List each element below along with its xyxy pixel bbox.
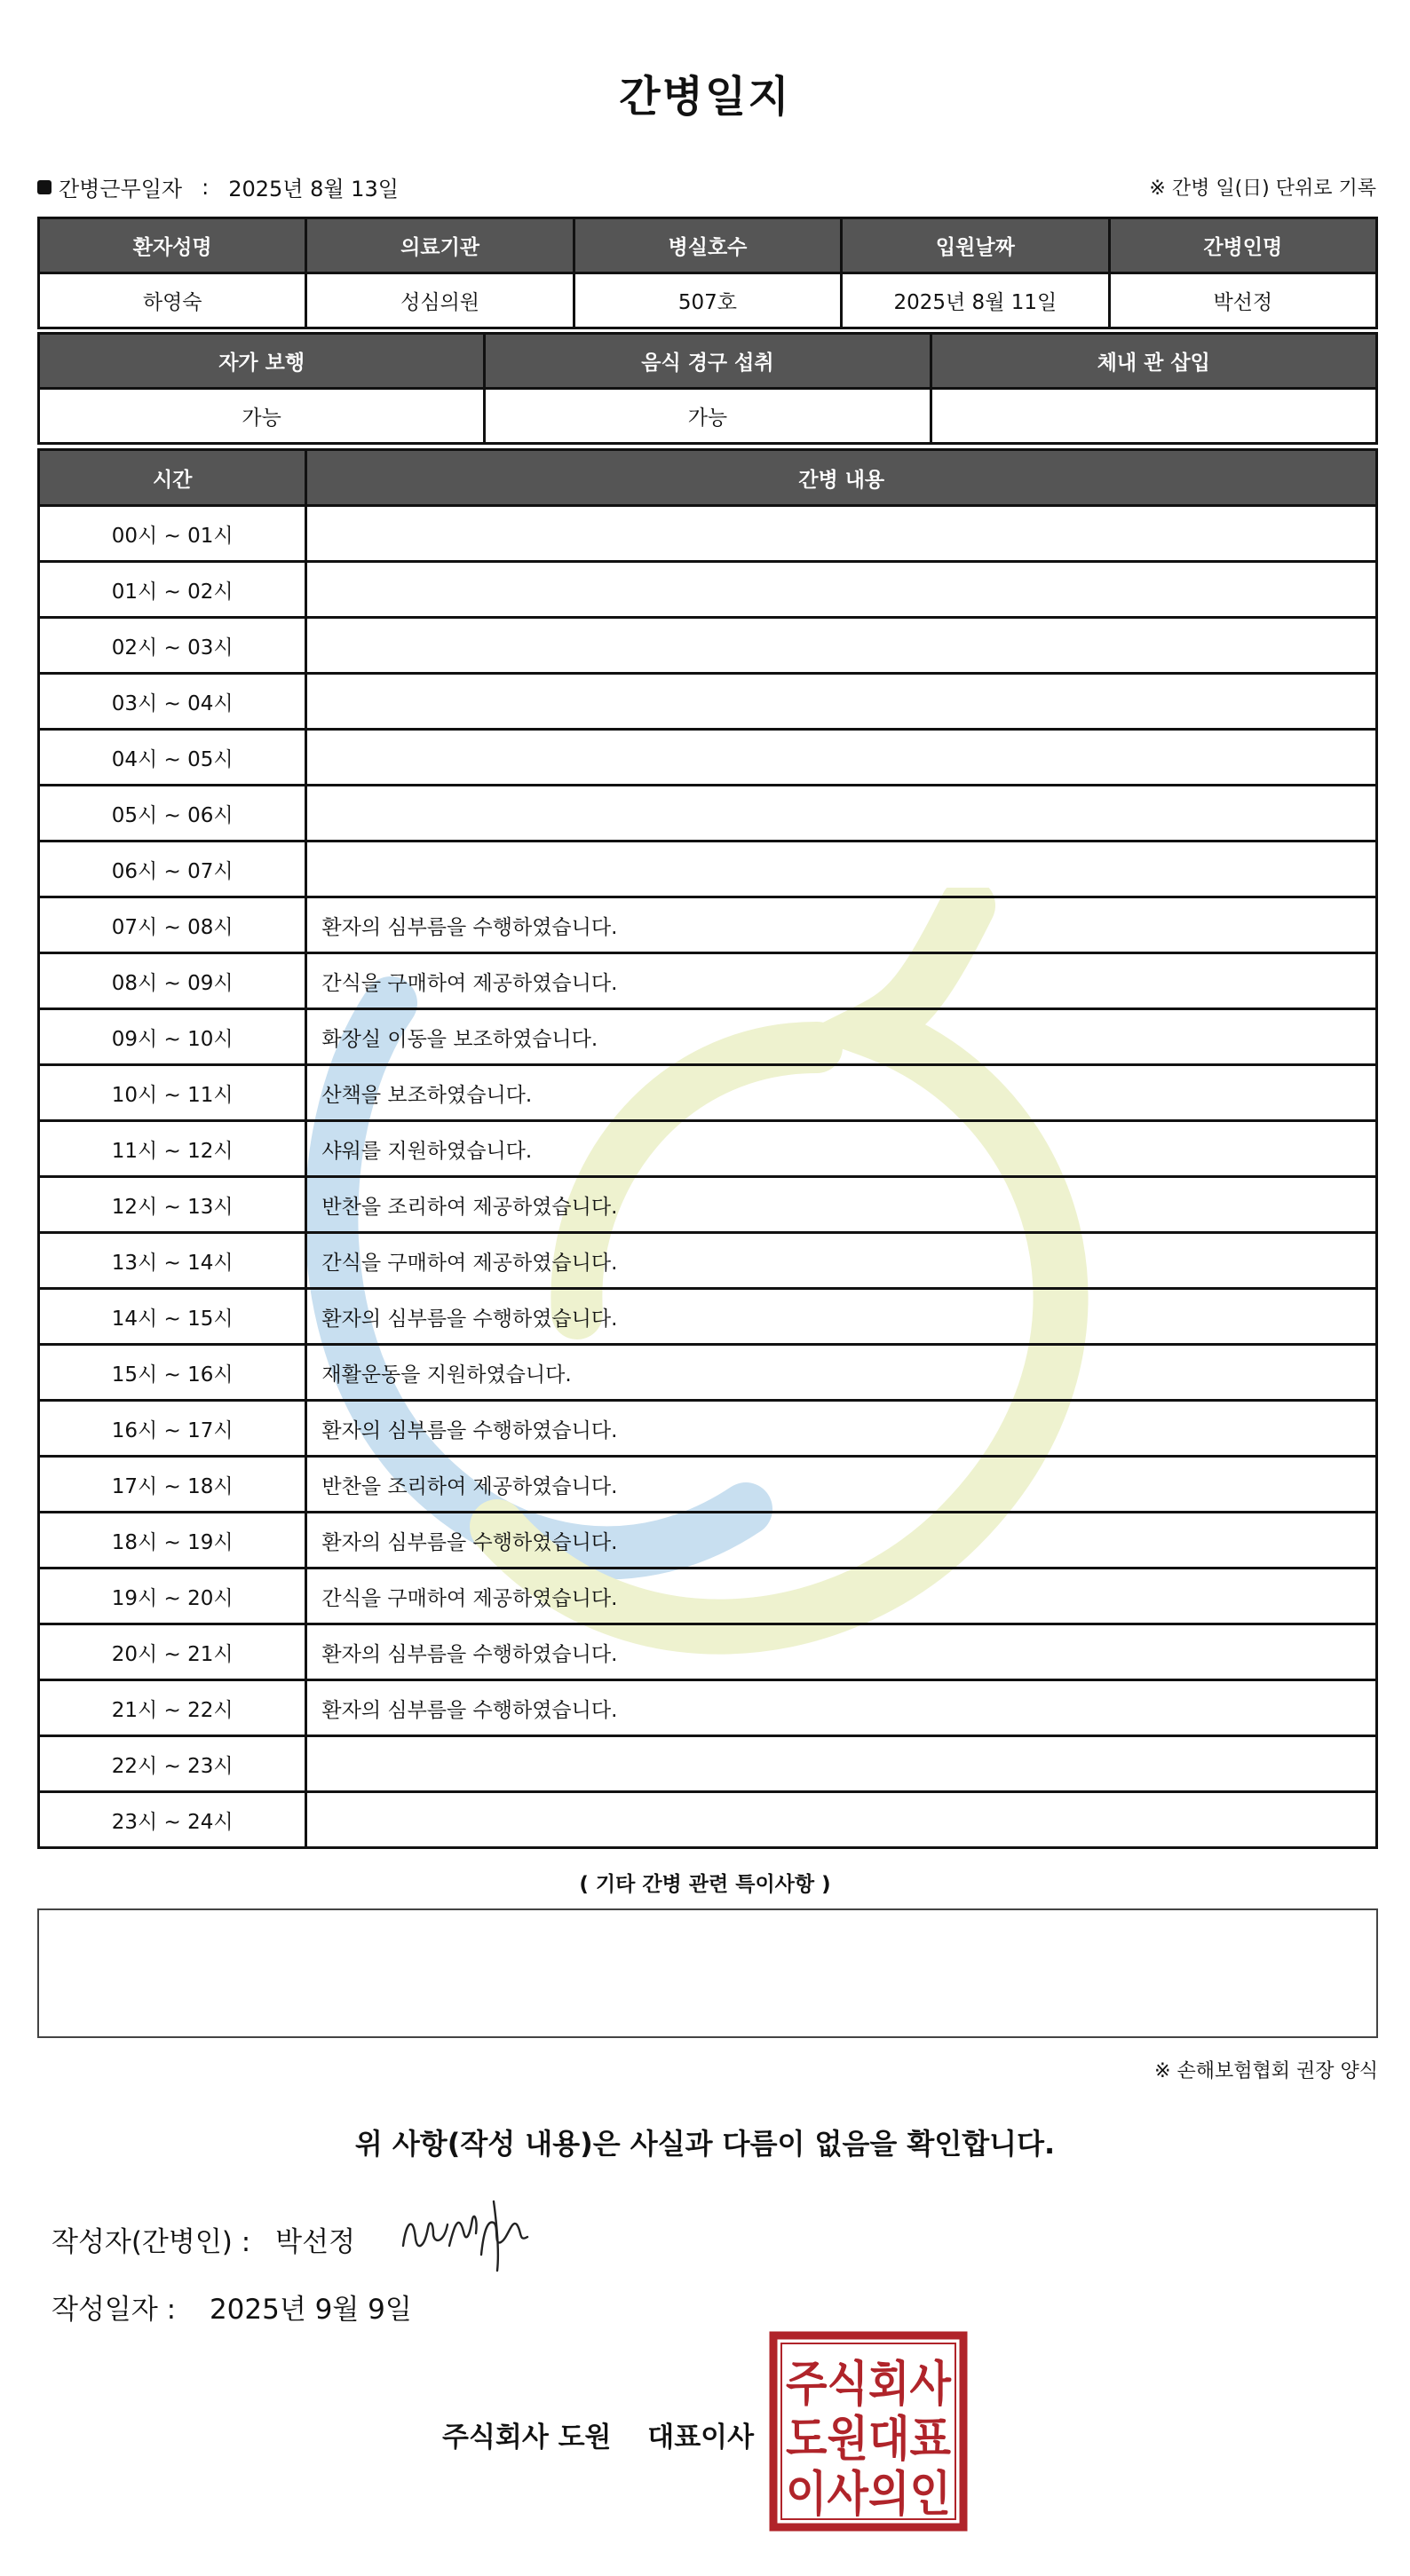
written-date-label: 작성일자 :	[51, 2294, 177, 2326]
seal-line-1: 주식회사	[786, 2356, 952, 2412]
hourly-time-cell: 03시 ~ 04시	[39, 674, 306, 730]
hourly-time-cell: 21시 ~ 22시	[39, 1680, 306, 1736]
hourly-time-cell: 16시 ~ 17시	[39, 1401, 306, 1457]
written-date-value: 2025년 9월 9일	[209, 2294, 412, 2326]
hourly-row	[39, 1569, 1377, 1624]
hourly-time-cell: 15시 ~ 16시	[39, 1345, 306, 1401]
value-hospital: 성심의원	[306, 273, 574, 328]
value-patient-name: 하영숙	[39, 273, 306, 328]
hourly-content-cell	[306, 842, 1377, 897]
writer-label: 작성자(간병인) :	[51, 2226, 251, 2258]
hourly-care-table	[37, 448, 1378, 1849]
hourly-row	[39, 953, 1377, 1009]
hourly-content-cell	[306, 786, 1377, 842]
hourly-body	[39, 506, 1377, 1848]
hourly-content-cell	[306, 674, 1377, 730]
recording-note: ※ 간병 일(日) 단위로 기록	[1149, 178, 1376, 200]
company-ceo-title: 대표이사	[647, 2422, 755, 2454]
hourly-content-cell: 환자의 심부름을 수행하였습니다.	[306, 897, 1377, 953]
work-date-value: 2025년 8월 13일	[228, 177, 399, 201]
hourly-time-cell: 04시 ~ 05시	[39, 730, 306, 786]
special-notes-title: ( 기타 간병 관련 특이사항 )	[579, 1873, 831, 1896]
value-room-number: 507호	[574, 273, 841, 328]
hourly-row	[39, 618, 1377, 674]
hourly-row	[39, 1736, 1377, 1792]
hourly-row	[39, 1009, 1377, 1065]
header-patient-name: 환자성명	[39, 218, 306, 273]
hourly-row	[39, 897, 1377, 953]
meta-row	[37, 171, 1376, 200]
hourly-row	[39, 786, 1377, 842]
hourly-content-cell: 간식을 구매하여 제공하였습니다.	[306, 1569, 1377, 1624]
hourly-content-cell: 환자의 심부름을 수행하였습니다.	[306, 1624, 1377, 1680]
hourly-time-cell: 18시 ~ 19시	[39, 1513, 306, 1569]
patient-status-header-row	[39, 334, 1377, 389]
hourly-row	[39, 1121, 1377, 1177]
hourly-content-cell	[306, 618, 1377, 674]
hourly-content-cell: 화장실 이동을 보조하였습니다.	[306, 1009, 1377, 1065]
hourly-time-cell: 06시 ~ 07시	[39, 842, 306, 897]
value-tube-insertion	[931, 389, 1376, 444]
hourly-time-cell: 13시 ~ 14시	[39, 1233, 306, 1289]
hourly-content-cell: 환자의 심부름을 수행하였습니다.	[306, 1401, 1377, 1457]
header-time: 시간	[39, 450, 306, 506]
header-caregiver-name: 간병인명	[1109, 218, 1376, 273]
hourly-content-cell: 산책을 보조하였습니다.	[306, 1065, 1377, 1121]
hourly-time-cell: 05시 ~ 06시	[39, 786, 306, 842]
header-self-walking: 자가 보행	[39, 334, 485, 389]
patient-info-table	[37, 217, 1378, 329]
work-date-label: 간병근무일자	[59, 177, 183, 201]
hourly-content-cell: 환자의 심부름을 수행하였습니다.	[306, 1513, 1377, 1569]
hourly-time-cell: 10시 ~ 11시	[39, 1065, 306, 1121]
written-date-row	[51, 2287, 412, 2327]
hourly-content-cell	[306, 730, 1377, 786]
hourly-time-cell: 09시 ~ 10시	[39, 1009, 306, 1065]
seal-line-3: 이사의인	[786, 2466, 951, 2522]
company-seal-stamp	[769, 2331, 968, 2532]
hourly-row	[39, 1513, 1377, 1569]
hourly-row	[39, 562, 1377, 618]
writer-row	[51, 2219, 355, 2259]
hourly-time-cell: 02시 ~ 03시	[39, 618, 306, 674]
patient-info-header-row	[39, 218, 1377, 273]
hourly-content-cell	[306, 1736, 1377, 1792]
hourly-header-row	[39, 450, 1377, 506]
hourly-row	[39, 506, 1377, 562]
header-tube-insertion: 체내 관 삽입	[931, 334, 1376, 389]
hourly-row	[39, 1457, 1377, 1513]
hourly-content-cell: 간식을 구매하여 제공하였습니다.	[306, 1233, 1377, 1289]
hourly-row	[39, 1680, 1377, 1736]
company-name: 주식회사 도원	[442, 2422, 612, 2454]
hourly-time-cell: 17시 ~ 18시	[39, 1457, 306, 1513]
hourly-time-cell: 01시 ~ 02시	[39, 562, 306, 618]
hourly-row	[39, 1065, 1377, 1121]
hourly-row	[39, 1345, 1377, 1401]
hourly-time-cell: 11시 ~ 12시	[39, 1121, 306, 1177]
special-notes-box	[37, 1908, 1378, 2038]
hourly-row	[39, 1401, 1377, 1457]
patient-info-value-row	[39, 273, 1377, 328]
hourly-row	[39, 1289, 1377, 1345]
header-admission-date: 입원날짜	[842, 218, 1109, 273]
hourly-time-cell: 20시 ~ 21시	[39, 1624, 306, 1680]
hourly-content-cell: 반찬을 조리하여 제공하였습니다.	[306, 1457, 1377, 1513]
hourly-time-cell: 22시 ~ 23시	[39, 1736, 306, 1792]
patient-status-value-row	[39, 389, 1377, 444]
hourly-content-cell	[306, 506, 1377, 562]
header-room-number: 병실호수	[574, 218, 841, 273]
hourly-row	[39, 1624, 1377, 1680]
hourly-time-cell: 07시 ~ 08시	[39, 897, 306, 953]
hourly-content-cell: 환자의 심부름을 수행하였습니다.	[306, 1680, 1377, 1736]
seal-line-2: 도원대표	[786, 2411, 951, 2467]
value-caregiver-name: 박선정	[1109, 273, 1376, 328]
hourly-row	[39, 674, 1377, 730]
hourly-time-cell: 23시 ~ 24시	[39, 1792, 306, 1848]
company-signature-line	[442, 2414, 754, 2454]
hourly-content-cell: 환자의 심부름을 수행하였습니다.	[306, 1289, 1377, 1345]
hourly-row	[39, 1233, 1377, 1289]
writer-name: 박선정	[275, 2226, 356, 2258]
hourly-content-cell: 재활운동을 지원하였습니다.	[306, 1345, 1377, 1401]
hourly-content-cell	[306, 562, 1377, 618]
patient-status-table	[37, 332, 1378, 445]
header-hospital: 의료기관	[306, 218, 574, 273]
work-date-colon: :	[202, 174, 210, 200]
value-oral-intake: 가능	[485, 389, 931, 444]
hourly-content-cell: 간식을 구매하여 제공하였습니다.	[306, 953, 1377, 1009]
hourly-content-cell: 반찬을 조리하여 제공하였습니다.	[306, 1177, 1377, 1233]
hourly-time-cell: 00시 ~ 01시	[39, 506, 306, 562]
hourly-time-cell: 08시 ~ 09시	[39, 953, 306, 1009]
hourly-time-cell: 19시 ~ 20시	[39, 1569, 306, 1624]
header-oral-intake: 음식 경구 섭취	[485, 334, 931, 389]
hourly-row	[39, 730, 1377, 786]
recommended-form-note: ※ 손해보험협회 권장 양식	[1154, 2060, 1378, 2082]
bullet-square-icon	[37, 180, 51, 194]
handwritten-signature	[394, 2193, 545, 2272]
value-self-walking: 가능	[39, 389, 485, 444]
work-date-group	[37, 171, 399, 202]
hourly-time-cell: 12시 ~ 13시	[39, 1177, 306, 1233]
hourly-content-cell: 샤워를 지원하였습니다.	[306, 1121, 1377, 1177]
confirmation-statement: 위 사항(작성 내용)은 사실과 다름이 없음을 확인합니다.	[354, 2127, 1056, 2161]
hourly-row	[39, 1177, 1377, 1233]
header-care-content: 간병 내용	[306, 450, 1377, 506]
page-title: 간병일지	[619, 72, 791, 122]
hourly-row	[39, 842, 1377, 897]
value-admission-date: 2025년 8월 11일	[842, 273, 1109, 328]
hourly-time-cell: 14시 ~ 15시	[39, 1289, 306, 1345]
hourly-content-cell	[306, 1792, 1377, 1848]
hourly-row	[39, 1792, 1377, 1848]
